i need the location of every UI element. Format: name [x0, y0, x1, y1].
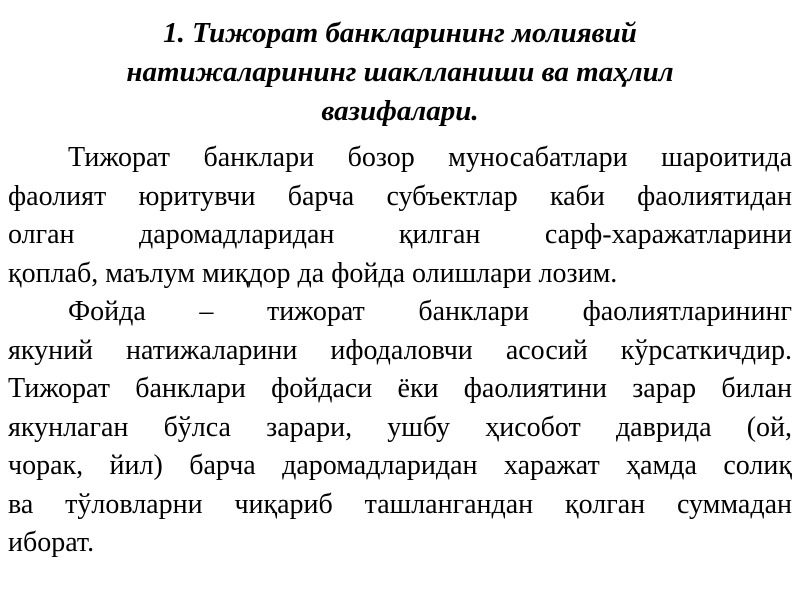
text-line: Тижорат банклари фойдаси ёки фаолиятини зарар билан [8, 373, 792, 404]
text-line: якунлаган бўлса зарари, ушбу ҳисобот даврида (ой, [8, 411, 792, 443]
heading-line: вазифалари. [321, 95, 479, 127]
paragraph-1 [8, 139, 792, 293]
text-line: чорак, йил) барча даромадларидан харажат ҳамда солиқ [8, 450, 792, 481]
heading-line: натижаларининг шаклланиши ва таҳлил [126, 56, 674, 88]
heading-line: 1. Тижорат банкларининг молиявий [163, 17, 637, 49]
paragraph-2 [8, 293, 792, 563]
text-line: фаолият юритувчи барча субъектлар каби фаолиятидан [8, 180, 792, 212]
text-line: олган даромадларидан қилган сарф-харажатларини [8, 219, 792, 250]
body-text [8, 139, 792, 563]
text-line: Тижорат банклари бозор муносабатлари шароитида [68, 142, 792, 173]
text-line: иборат. [8, 527, 95, 558]
text-line: Фойда – тижорат банклари фаолиятларининг [68, 296, 792, 327]
text-line: якуний натижаларини ифодаловчи асосий кўрсаткичдир. [8, 334, 792, 366]
document-page [8, 0, 792, 600]
section-heading [8, 14, 792, 131]
text-line: ва тўловларни чиқариб ташлангандан қолган суммадан [8, 488, 792, 520]
text-line: қоплаб, маълум миқдор да фойда олишлари лозим. [8, 257, 618, 289]
